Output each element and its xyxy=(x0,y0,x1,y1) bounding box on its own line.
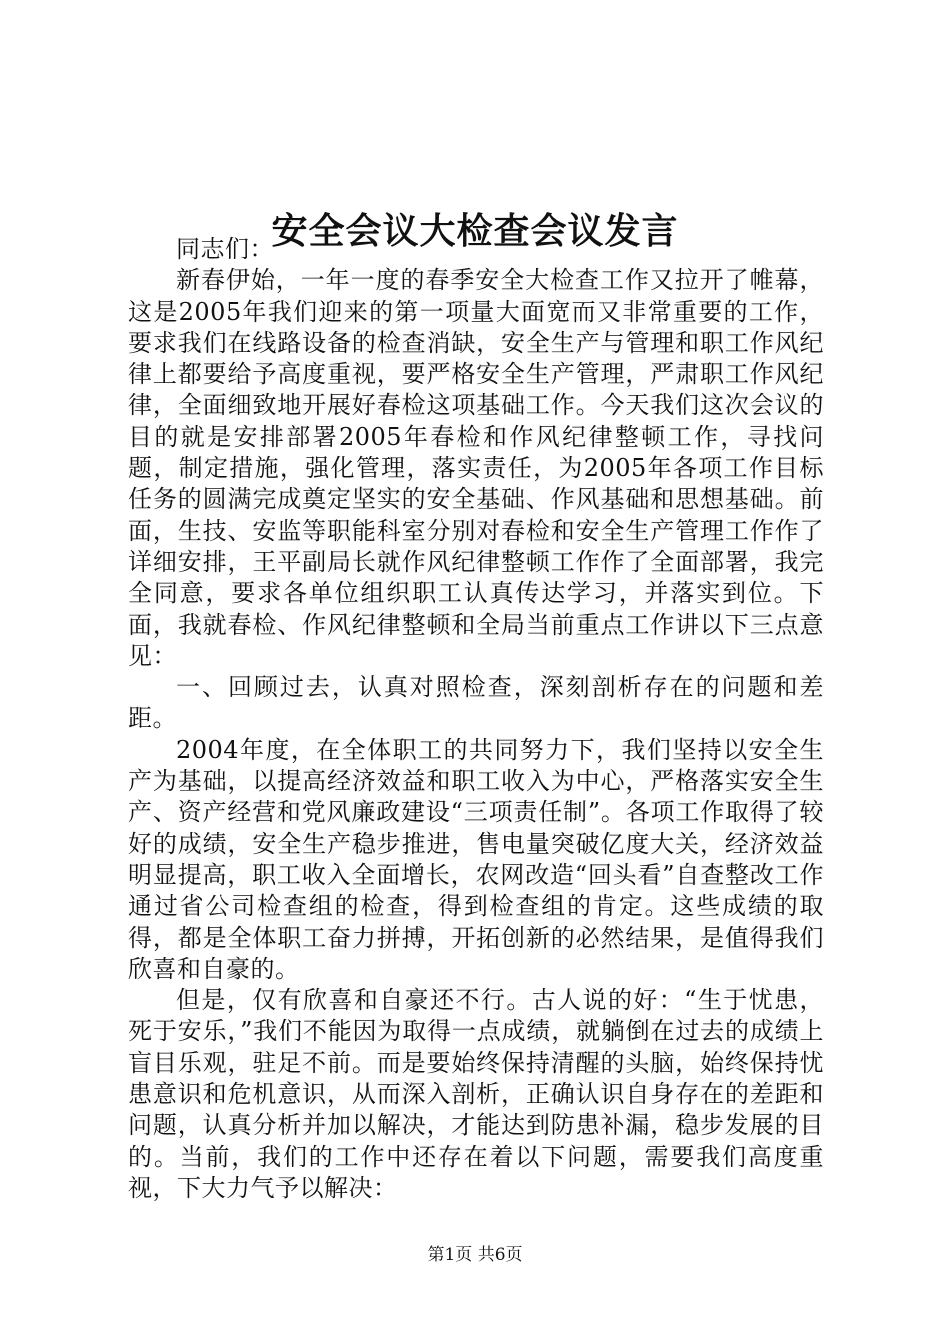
review-paragraph: 2004年度，在全体职工的共同努力下，我们坚持以安全生产为基础，以提高经济效益和职工收入为中心，严格落实安全生产、资产经营和党风廉政建设“三项责任制”。各项工作取得了较好的成绩，安全生产稳步推进，售电量突破亿度大关，经济效益明显提高，职工收入全面增长，农网改造“回头看”自查整改工作通过省公司检查组的检查，得到检查组的肯定。这些成绩的取得，都是全体职工奋力拼搏，开拓创新的必然结果，是值得我们欣喜和自豪的。 xyxy=(128,735,824,983)
salutation-paragraph: 同志们： xyxy=(176,235,274,263)
intro-paragraph: 新春伊始，一年一度的春季安全大检查工作又拉开了帷幕，这是2005年我们迎来的第一项量大面宽而又非常重要的工作，要求我们在线路设备的检查消缺，安全生产与管理和职工作风纪律上都要给予高度重视，要严格安全生产管理，严肃职工作风纪律，全面细致地开展好春检这项基础工作。今天我们这次会议的目的就是安排部署2005年春检和作风纪律整顿工作，寻找问题，制定措施，强化管理，落实责任，为2005年各项工作目标任务的圆满完成奠定坚实的安全基础、作风基础和思想基础。前面，生技、安监等职能科室分别对春检和安全生产管理工作作了详细安排，王平副局长就作风纪律整顿工作作了全面部署，我完全同意，要求各单位组织职工认真传达学习，并落实到位。下面，我就春检、作风纪律整顿和全局当前重点工作讲以下三点意见： xyxy=(128,266,824,670)
section-heading-paragraph: 一、回顾过去，认真对照检查，深刻剖析存在的问题和差距。 xyxy=(128,673,824,733)
page-footer: 第1页 共6页 xyxy=(427,1245,523,1265)
document-body xyxy=(128,234,824,1204)
problems-paragraph: 但是，仅有欣喜和自豪还不行。古人说的好：“生于忧患，死于安乐，”我们不能因为取得一点成绩，就躺倒在过去的成绩上盲目乐观，驻足不前。而是要始终保持清醒的头脑，始终保持忧患意识和危机意识，从而深入剖析，正确认识自身存在的差距和问题，认真分析并加以解决，才能达到防患补漏，稳步发展的目的。当前，我们的工作中还存在着以下问题，需要我们高度重视，下大力气予以解决： xyxy=(128,986,824,1202)
document-title: 安全会议大检查会议发言 xyxy=(271,211,679,253)
